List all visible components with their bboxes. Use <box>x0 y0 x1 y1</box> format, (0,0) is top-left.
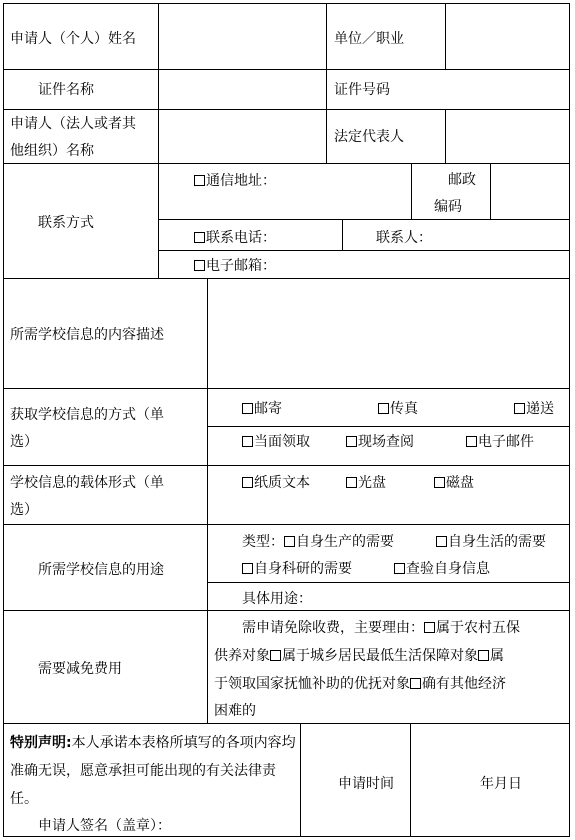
method-in-person-checkbox[interactable] <box>242 436 253 447</box>
purpose-production-checkbox[interactable] <box>284 536 295 547</box>
postcode-field[interactable] <box>492 165 567 218</box>
unit-field[interactable] <box>447 5 567 68</box>
purpose-option-living[interactable]: 自身生活的需要 <box>436 528 546 556</box>
method-delivery-checkbox[interactable] <box>514 403 525 414</box>
method-option-in-person[interactable]: 当面领取 <box>242 428 310 456</box>
fee-line2: 供养对象 属于城乡居民最低生活保障对象 属 <box>214 648 504 664</box>
purpose-option-research[interactable]: 自身科研的需要 <box>242 555 352 583</box>
purpose-living-checkbox[interactable] <box>436 536 447 547</box>
contact-person-label: 联系人： <box>376 230 432 246</box>
purpose-research-checkbox[interactable] <box>242 563 253 574</box>
carrier-paper-checkbox[interactable] <box>242 477 253 488</box>
method-label-line1: 获取学校信息的方式（单 <box>10 407 164 423</box>
org-label-line2: 他组织）名称 <box>10 143 94 159</box>
date-label: 年月日 <box>480 776 522 792</box>
purpose-option-production[interactable]: 自身生产的需要 <box>284 528 394 556</box>
purpose-type-label: 类型： <box>242 534 284 550</box>
method-option-mail[interactable]: 邮寄 <box>242 395 282 423</box>
fee-line3: 于领取国家抚恤补助的优抚对象 确有其他经济 <box>214 676 506 692</box>
phone-checkbox[interactable] <box>194 232 205 243</box>
fee-dibao-checkbox[interactable] <box>270 650 281 661</box>
method-mail-checkbox[interactable] <box>242 403 253 414</box>
legal-rep-label: 法定代表人 <box>334 129 404 145</box>
id-number-label: 证件号码 <box>334 82 390 98</box>
method-option-delivery[interactable]: 递送 <box>514 395 554 423</box>
contact-label: 联系方式 <box>38 215 94 231</box>
fee-other-checkbox[interactable] <box>410 678 421 689</box>
method-email-checkbox[interactable] <box>466 436 477 447</box>
carrier-option-disk[interactable]: 磁盘 <box>434 469 474 497</box>
org-name-field[interactable] <box>160 111 324 162</box>
address-option[interactable]: 通信地址： <box>194 167 276 195</box>
method-option-onsite[interactable]: 现场查阅 <box>346 428 414 456</box>
method-onsite-checkbox[interactable] <box>346 436 357 447</box>
applicant-name-label: 申请人（个人）姓名 <box>10 31 136 47</box>
phone-option[interactable]: 联系电话： <box>194 224 276 252</box>
carrier-option-cd[interactable]: 光盘 <box>346 469 386 497</box>
desc-field[interactable] <box>209 280 567 387</box>
unit-label: 单位／职业 <box>334 31 404 47</box>
email-option[interactable]: 电子邮箱： <box>194 252 276 280</box>
purpose-option-verify[interactable]: 查验自身信息 <box>394 555 490 583</box>
postcode-label-line1: 邮政 <box>448 172 476 188</box>
fee-label: 需要减免费用 <box>38 661 122 677</box>
fee-line4: 困难的 <box>214 703 256 719</box>
desc-label: 所需学校信息的内容描述 <box>10 327 164 343</box>
address-checkbox[interactable] <box>194 175 205 186</box>
carrier-disk-checkbox[interactable] <box>434 477 445 488</box>
fee-wubao-checkbox[interactable] <box>424 622 435 633</box>
carrier-cd-checkbox[interactable] <box>346 477 357 488</box>
method-option-email[interactable]: 电子邮件 <box>466 428 534 456</box>
method-fax-checkbox[interactable] <box>378 403 389 414</box>
declaration-text: 本人承诺本表格所填写的各项内容均准确无误，愿意承担可能出现的有关法律责任。 <box>10 735 296 807</box>
fee-line1: 需申请免除收费，主要理由： 属于农村五保 <box>242 620 520 636</box>
id-number-field[interactable] <box>447 71 567 108</box>
purpose-label: 所需学校信息的用途 <box>38 562 164 578</box>
declaration-title: 特别声明: <box>10 735 72 751</box>
legal-rep-field[interactable] <box>447 111 567 162</box>
org-label-line1: 申请人（法人或者其 <box>10 116 136 132</box>
method-label-line2: 选） <box>10 434 38 450</box>
apply-time-label: 申请时间 <box>338 776 394 792</box>
applicant-name-field[interactable] <box>160 5 324 68</box>
carrier-label-line2: 选） <box>10 502 38 518</box>
method-option-fax[interactable]: 传真 <box>378 395 418 423</box>
signature-label: 申请人签名（盖章）： <box>38 818 171 834</box>
specific-use-label: 具体用途： <box>242 591 312 607</box>
id-type-field[interactable] <box>160 71 324 108</box>
postcode-label-line2: 编码 <box>434 199 462 215</box>
carrier-option-paper[interactable]: 纸质文本 <box>242 469 310 497</box>
fee-youfu-checkbox[interactable] <box>478 650 489 661</box>
email-checkbox[interactable] <box>194 260 205 271</box>
purpose-verify-checkbox[interactable] <box>394 563 405 574</box>
carrier-label-line1: 学校信息的载体形式（单 <box>10 475 164 491</box>
declaration <box>10 729 298 813</box>
id-type-label: 证件名称 <box>38 82 94 98</box>
